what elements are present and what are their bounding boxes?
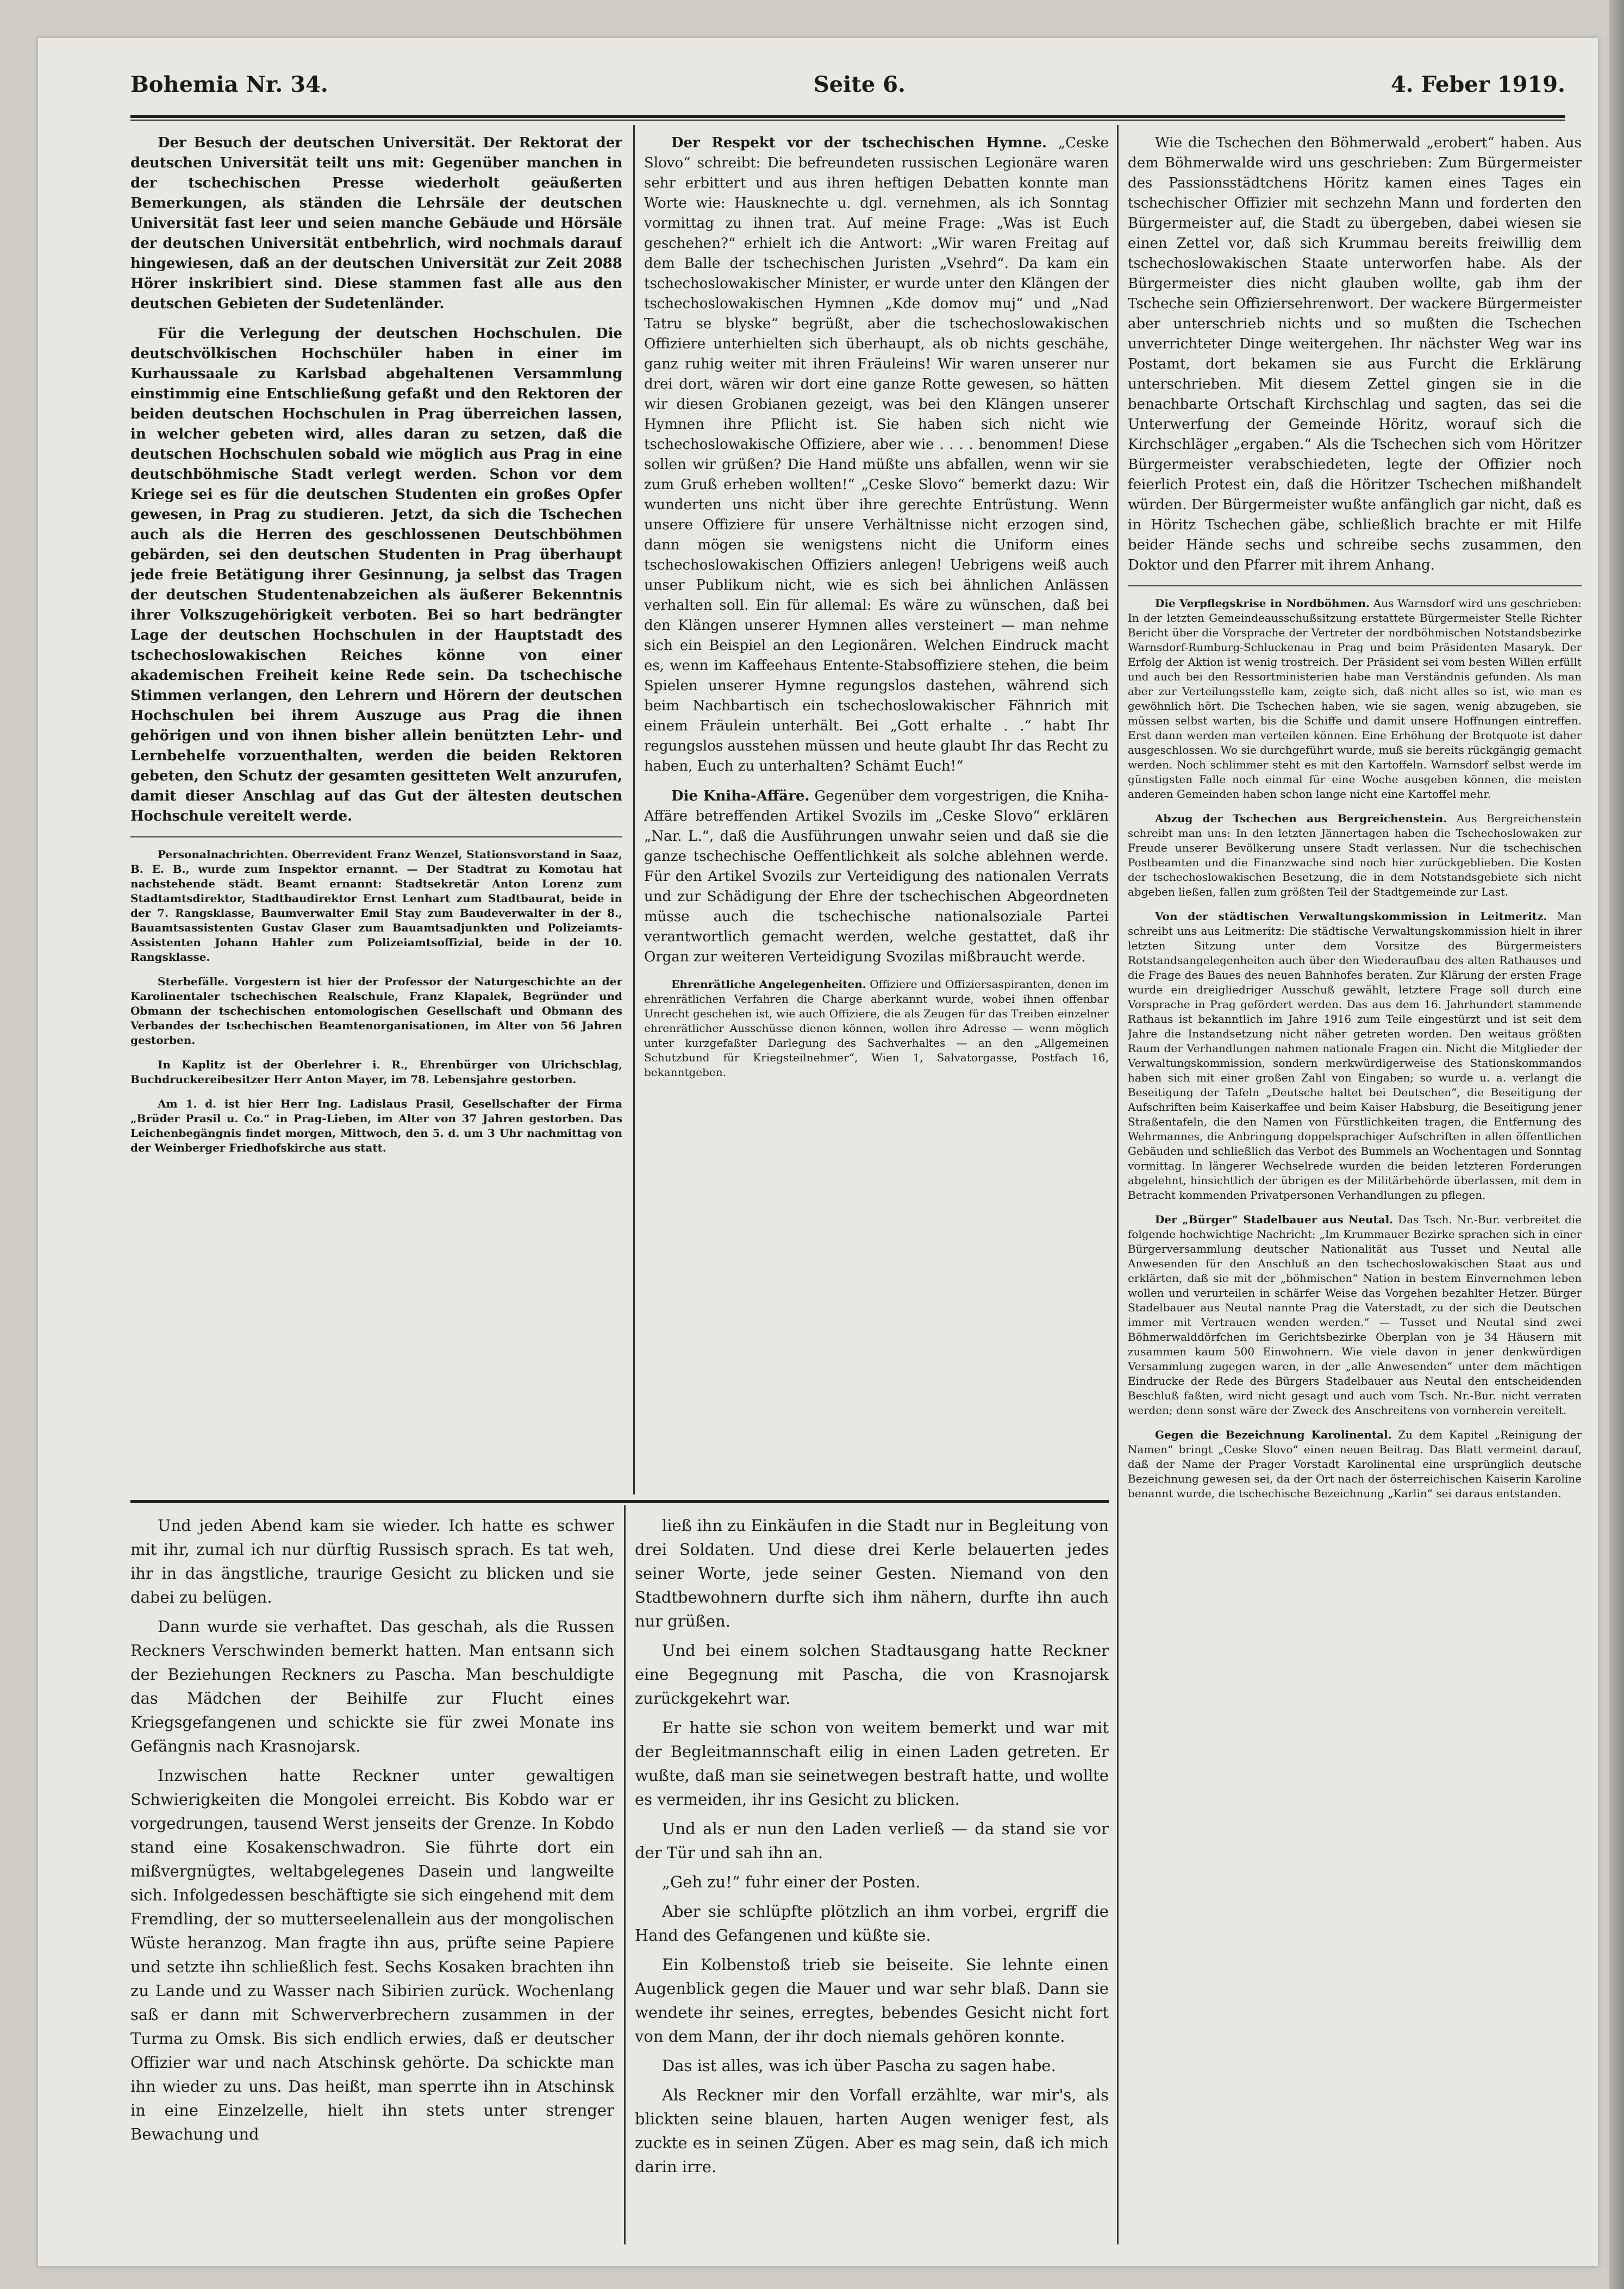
news-column-3: [1128, 133, 1582, 2247]
story-paragraph: Ein Kolbenstoß trieb sie beiseite. Sie lehnte einen Augenblick gegen die Mauer und war sehr blaß. Dann sie wendete ihr seines, erregtes, bebendes Gesicht nicht fort von dem Mann, der ihr doch niemals gehören konnte.: [635, 1955, 1109, 2046]
newspaper-page: [38, 38, 1598, 2266]
article-headline: Der Besuch der deutschen Universität.: [158, 135, 476, 151]
notice-text: Oberrevident Franz Wenzel, Stationsvorstand in Saaz, B. E. B., wurde zum Inspektor ernannt. — Der Stadtrat zu Komotau hat nachstehende städt. Beamt ernannt: Stadtsekretär Anton Lorenz zum Stadtamtsdirektor, Stadtbaudirektor Ernst Lenhart zum Stadtbaurat, beide in der 7. Rangsklasse, Baumverwalter Emil Stay zum Baudeverwalter in der 8., Bauamtsassistenten Gustav Glaser zum Bauamtsadjunkten und Polizeiamts-Assistenten Johann Hahler zum Polizeiamtsoffizial, beide in der 10. Rangsklasse.: [130, 848, 622, 964]
article-headline: Der „Bürger“ Stadelbauer aus Neutal.: [1155, 1213, 1394, 1226]
article: [644, 786, 1109, 967]
article: [130, 324, 622, 827]
news-column-2: [644, 133, 1109, 1492]
article: [1128, 811, 1582, 899]
story-paragraph: Das ist alles, was ich über Pascha zu sagen habe.: [662, 2056, 1056, 2075]
divider: [130, 836, 622, 837]
column-rule: [1117, 125, 1119, 2244]
story-paragraph: Er hatte sie schon von weitem bemerkt und war mit der Begleitmannschaft eilig in einen Laden getreten. Er wußte, daß man sie seinetwegen bestraft hatte, und wollte es vermeiden, ihr ins Gesicht zu blicken.: [635, 1718, 1109, 1809]
issue-date: 4. Feber 1919.: [1390, 71, 1565, 97]
story-paragraph: Dann wurde sie verhaftet. Das geschah, als die Russen Reckners Verschwinden bemerkt hatten. Man entsann sich der Beziehungen Reckners zu Pascha. Man beschuldigte das Mädchen der Beihilfe zur Flucht eines Kriegsgefangenen und schickte sie für zwei Monate ins Gefängnis nach Krasnojarsk.: [130, 1617, 614, 1755]
column-rule: [633, 125, 635, 1494]
section-rule: [130, 1500, 1109, 1503]
article: [1128, 1428, 1582, 1501]
story-paragraph: Und jeden Abend kam sie wieder. Ich hatte es schwer mit ihr, zumal ich nur dürftig Russisch sprach. Es tat weh, ihr in das ängstliche, traurige Gesicht zu blicken und sie dabei zu belügen.: [130, 1516, 614, 1606]
article-text: Das Tsch. Nr.-Bur. verbreitet die folgende hochwichtige Nachricht: „Im Krummauer Bezirke sprachen sich in einer Bürgerversammlung deutscher Nationalität aus Tusset und Neutal alle Anwesenden für den Anschluß an den tschechoslowakischen Staat aus und erklärten, daß sie mit der „böhmischen“ Nation in bestem Einvernehmen leben wollen und verurteilen in schärfer Weise das Vorgehen bezahlter Hetzer. Bürger Stadelbauer aus Neutal nannte Prag die Vaterstadt, zu der sich die Deutschen immer mit Vertrauen wenden werden.“ — Tusset und Neutal sind zwei Böhmerwalddörfchen im Gerichtsbezirke Oberplan von je 34 Häusern mit zusammen kaum 500 Einwohnern. Wie viele davon in jener denkwürdigen Versammlung zugegen waren, in der „alle Anwesenden“ unter dem mächtigen Eindrucke der Rede des Bürgers Stadelbauer aus Neutal den entscheidenden Beschluß faßten, wird nicht gesagt und auch vom Tsch. Nr.-Bur. nicht verraten werden; denn sonst wäre der Zweck des Anschreitens von vornherein vereitelt.: [1128, 1213, 1582, 1417]
masthead: Bohemia Nr. 34.: [130, 71, 328, 97]
notice-headline: Sterbefälle.: [158, 975, 229, 988]
notice-headline: Ehrenrätliche Angelegenheiten.: [671, 978, 866, 991]
article-text: Aus Bergreichenstein schreibt man uns: In den letzten Jännertagen haben die Tschechoslowaken zur Freude unserer Bevölkerung unsere Stadt verlassen. Nur die tschechischen Postbeamten und die Finanzwache sind noch hier zurückgeblieben. Die Kosten der tschechoslowakischen Besetzung, die in dem Notstandsgebiete sich nicht abgeben ließen, fallen zum größten Teil der Stadtgemeinde zur Last.: [1128, 812, 1582, 898]
notice: [130, 847, 622, 965]
feuilleton-column-2: [635, 1514, 1109, 2247]
article: [130, 133, 622, 314]
article: Wie die Tschechen den Böhmerwald „erobert“ haben. Aus dem Böhmerwalde wird uns geschrieben: Zum Bürgermeister des Passionsstädtchens Höritz kamen eines Tages ein tschechischer Offizier mit sechzehn Mann und forderten den Bürgermeister auf, die Stadt zu übergeben, dabei wiesen sie einen Zettel vor, daß sich Krummau bereits freiwillig dem tschechoslowakischen Staate unterworfen habe. Als der Bürgermeister dies nicht glauben wollte, gab ihm der Tscheche sein Offiziersehrenwort. Der wackere Bürgermeister aber unterschrieb nichts und so mußten die Tschechen unverrichteter Dinge weitergehen. Ihr nächster Weg war ins Postamt, dort bekamen sie aus Furcht die Erklärung unterschrieben. Mit diesem Zettel gingen sie in die benachbarte Ortschaft Kirchschlag und sagten, das sei die Unterwerfung der Gemeinde Höritz, worauf sich die Kirchschläger „ergaben.“ Als die Tschechen sich vom Höritzer Bürgermeister verabschiedeten, legte der Offizier noch feierlich Protest ein, daß die Höritzer Tschechen mißhandelt würden. Der Bürgermeister wußte anfänglich gar nicht, daß es in Höritz Tschechen gäbe, schließlich brachte er mit Hilfe beider Hände sechs und schreibe sechs zusammen, den Doktor und den Pfarrer mit ihrem Anhang.: [1128, 135, 1582, 573]
story-paragraph: Aber sie schlüpfte plötzlich an ihm vorbei, ergriff die Hand des Gefangenen und küßte sie.: [635, 1902, 1109, 1944]
article-headline: Gegen die Bezeichnung Karolinental.: [1155, 1428, 1392, 1441]
column-rule: [624, 1505, 626, 2244]
article: [1128, 596, 1582, 802]
page-header: [130, 60, 1565, 109]
news-column-1: [130, 133, 622, 1492]
scan-edge: [1609, 0, 1624, 2289]
article-text: Der Rektorat der deutschen Universität teilt uns mit: Gegenüber manchen in der tschechischen Presse wiederholt geäußerten Bemerkungen, als ständen die Lehrsäle der deutschen Universität fast leer und seien manche Gebäude und Hörsäle der deutschen Universität entbehrlich, wird nochmals darauf hingewiesen, daß an der deutschen Universität zur Zeit 2088 Hörer inskribiert sind. Diese stammen fast alle aus den deutschen Gebieten der Sudetenländer.: [130, 135, 622, 312]
notice: In Kaplitz ist der Oberlehrer i. R., Ehrenbürger von Ulrichschlag, Buchdruckereibesitzer Herr Anton Mayer, im 78. Lebensjahre gestorben.: [130, 1058, 622, 1086]
notice-text: Offiziere und Offiziersaspiranten, denen im ehrenrätlichen Verfahren die Charge aberkannt wurde, wobei ihnen offenbar Unrecht geschehen ist, wie auch Offiziere, die als Zeugen für das Treiben einzelner ehrenrätlicher Ausschüsse dienen können, wollen ihre Adresse — wenn möglich unter kurzgefaßter Darlegung des Sachverhaltes — an den „Allgemeinen Schutzbund für Kriegsteilnehmer“, Wien 1, Salvatorgasse, Postfach 16, bekanntgeben.: [644, 978, 1109, 1079]
story-paragraph: ließ ihn zu Einkäufen in die Stadt nur in Begleitung von drei Soldaten. Und diese drei Kerle belauerten jedes seiner Worte, jede seiner Gesten. Niemand von den Stadtbewohnern durfte sich ihm nähern, durfte ihn auch nur grüßen.: [635, 1516, 1109, 1630]
notice-text: Vorgestern ist hier der Professor der Naturgeschichte an der Karolinentaler tschechischen Realschule, Franz Klapalek, Begründer und Obmann der tschechischen entomologischen Gesellschaft und Obmann des Verbandes der tschechischen Beamtenorganisationen, im Alter von 56 Jahren gestorben.: [130, 975, 622, 1047]
article-text: „Ceske Slovo“ schreibt: Die befreundeten russischen Legionäre waren sehr erbittert und aus ihren heftigen Debatten konnte man Worte wie: Hausknechte u. dgl. vernehmen, als ich Sonntag vormittag zu ihnen trat. Auf meine Frage: „Was ist Euch geschehen?“ erhielt ich die Antwort: „Wir waren Freitag auf dem Balle der tschechischen Juristen „Vsehrd“. Da kam ein tschechoslowakischer Minister, er wurde unter den Klängen der tschechoslowakischen Hymnen „Kde domov muj“ und „Nad Tatru se blyske“ begrüßt, aber die tschechoslowakischen Offiziere unterhielten sich überhaupt, als ob nichts geschähe, ganz ruhig weiter mit ihren Fräuleins! Wir waren unserer nur drei dort, wären wir dort eine ganze Rotte gewesen, so hätten wir diesen Grobianen gezeigt, was bei den Klängen unserer Hymnen ihre Pflicht ist. Sie haben sich nicht wie tschechoslowakische Offiziere, aber wie . . . . benommen! Diese sollen wir grüßen? Die Hand müßte uns abfallen, wenn wir sie zum Gruß erheben wollten!“ „Ceske Slovo“ bemerkt dazu: Wir wunderten uns nicht über ihre gerechte Entrüstung. Wenn unsere Offiziere für unsere Verhältnisse nicht erzogen sind, dann mögen sie wenigstens nicht die Uniform eines tschechoslowakischen Offiziers anlegen! Uebrigens weiß auch unser Publikum nicht, wie es sich bei ähnlichen Anlässen verhalten soll. Ein für allemal: Es wäre zu wünschen, daß bei den Klängen unserer Hymnen alles versteinert — man nehme sich ein Beispiel an den Legionären. Welchen Eindruck macht es, wenn im Kaffeehaus Entente-Stabsoffiziere stehen, die beim Spielen unserer Hymne regungslos dastehen, während sich beim Nachbartisch ein tschechoslowakischer Fähnrich mit einem Fräulein unterhält. Bei „Gott erhalte . .“ habt Ihr regungslos ausstehen müssen und heute glaubt Ihr das Recht zu haben, Euch zu unterhalten? Schämt Euch!“: [644, 135, 1109, 774]
article-headline: Für die Verlegung der deutschen Hochschulen.: [158, 326, 582, 342]
notice-headline: Personalnachrichten.: [158, 848, 288, 861]
notice: [130, 974, 622, 1048]
article-headline: Von der städtischen Verwaltungskommission in Leitmeritz.: [1155, 910, 1547, 923]
article-text: Man schreibt uns aus Leitmeritz: Die städtische Verwaltungskommission hielt in ihrer letzten Sitzung unter dem Vorsitze des Bürgermeisters Rotstandsangelegenheiten auch über den Wiederaufbau des alten Rathauses und die Frage des Baues des neuen Bahnhofes beraten. Zur Klärung der ersten Frage wurde ein dreigliedriger Ausschuß gewählt, letztere Frage soll durch eine Vorsprache in Prag gefördert werden. Das aus dem 16. Jahrhundert stammende Rathaus ist bekanntlich im Jahre 1916 zum Teile eingestürzt und ist seit dem Jahre die Instandsetzung nicht näher getreten worden. Den weitaus größten Raum der Verhandlungen nahmen nationale Fragen ein. Nicht die Mitglieder der Verwaltungskommission, sondern merkwürdigerweise des Stationskommandos haben sich mit einer großen Zahl von Eingaben; so wurde u. a. verlangt die Beseitigung der Tafeln „Deutsche haltet bei Deutschen“, die Beseitigung der Aufschriften beim Kaiserkaffee und beim Kaiser Habsburg, die Beseitigung jener Straßentafeln, die den Namen von Fürstlichkeiten tragen, die Entfernung des Wehrmannes, die Anbringung doppelsprachiger Aufschriften in allen öffentlichen Gebäuden und schließlich das Verbot des Bummels an Wochentagen und Sonntag vormittag. In längerer Wechselrede wurden die beiden letzteren Forderungen abgelehnt, hinsichtlich der übrigen es der Militärbehörde überlassen, mit dem in Betracht kommenden Privatpersonen Verhandlungen zu pflegen.: [1128, 910, 1582, 1202]
story-paragraph: „Geh zu!“ fuhr einer der Posten.: [662, 1873, 921, 1891]
story-paragraph: Und als er nun den Laden verließ — da stand sie vor der Tür und sah ihn an.: [635, 1819, 1109, 1862]
article: [1128, 1212, 1582, 1418]
notice: Am 1. d. ist hier Herr Ing. Ladislaus Prasil, Gesellschafter der Firma „Brüder Prasil u. Co.“ in Prag-Lieben, im Alter von 37 Jahren gestorben. Das Leichenbegängnis findet morgen, Mittwoch, den 5. d. um 3 Uhr nachmittag von der Weinberger Friedhofskirche aus statt.: [130, 1097, 622, 1154]
story-paragraph: Und bei einem solchen Stadtausgang hatte Reckner eine Begegnung mit Pascha, die von Krasnojarsk zurückgekehrt war.: [635, 1641, 1109, 1708]
article-headline: Die Verpflegskrise in Nordböhmen.: [1155, 597, 1370, 610]
page-number: Seite 6.: [813, 71, 905, 97]
article-text: Zu dem Kapitel „Reinigung der Namen“ bringt „Ceske Slovo“ einen neuen Beitrag. Das Blatt vermeint darauf, daß der Name der Prager Vorstadt Karolinental eine ursprünglich deutsche Bezeichnung gewesen sei, da der Ort nach der österreichischen Kaiserin Karoline benannt wurde, die tschechische Bezeichnung „Karlin“ sei daraus entstanden.: [1128, 1428, 1582, 1500]
story-paragraph: Inzwischen hatte Reckner unter gewaltigen Schwierigkeiten die Mongolei erreicht. Bis Kobdo war er vorgedrungen, tausend Werst jenseits der Grenze. In Kobdo stand eine Kosakenschwadron. Sie führte dort ein mißvergnügtes, weltabgelegenes Dasein und langweilte sich. Infolgedessen beschäftigte sie sich eingehend mit dem Fremdling, der so mutterseelenallein aus der mongolischen Wüste heranzog. Man fragte ihn aus, prüfte seine Papiere und setzte ihn schließlich fest. Sechs Kosaken brachten ihn zu Lande und zu Wasser nach Sibirien zurück. Wochenlang saß er dann mit Schwerverbrechern zusammen in der Turma zu Omsk. Bis sich endlich erwies, daß er deutscher Offizier war und nach Atschinsk gehörte. Da schickte man ihn wieder zu uns. Das heißt, man sperrte ihn in Atschinsk in eine Einzelzelle, hielt ihn stets unter strenger Bewachung und: [130, 1766, 614, 2143]
article: [1128, 909, 1582, 1203]
header-rule: [130, 115, 1565, 121]
article-text: Die deutschvölkischen Hochschüler haben in einer im Kurhaussaale zu Karlsbad abgehaltenen Versammlung einstimmig eine Entschließung gefaßt und den Rektoren der beiden deutschen Hochschulen in Prag überreichen lassen, in welcher gebeten wird, alles daran zu setzen, daß die deutschen Hochschulen sobald wie möglich aus Prag in eine deutschböhmische Stadt verlegt werden. Schon vor dem Kriege sei es für die deutschen Studenten ein großes Opfer gewesen, in Prag zu studieren. Jetzt, da sich die Tschechen auch als die Herren des geschlossenen Deutschböhmen gebärden, sei den deutschen Studenten in Prag überhaupt jede freie Betätigung ihrer Gesinnung, ja selbst das Tragen der deutschen Studentenabzeichen als äußerer Bekenntnis ihrer Volkszugehörigkeit verboten. Bei so hart bedrängter Lage der deutschen Hochschulen in der Hauptstadt des tschechoslowakischen Reiches könne von einer akademischen Freiheit keine Rede sein. Da tschechische Stimmen verlangen, den Lehrern und Hörern der deutschen Hochschulen bei ihrem Auszuge aus Prag die ihnen gehörigen und von ihnen bisher allein benützten Lehr- und Lernbehelfe vorzuenthalten, werden die beiden Rektoren gebeten, den Schutz der gesamten gesitteten Welt anzurufen, damit dieser Anschlag auf das Gut der ältesten deutschen Hochschule vereitelt werde.: [130, 326, 622, 824]
article-headline: Die Kniha-Affäre.: [671, 788, 810, 804]
article-headline: Der Respekt vor der tschechischen Hymne.: [671, 135, 1047, 151]
article: [644, 133, 1109, 777]
story-paragraph: Als Reckner mir den Vorfall erzählte, war mir's, als blickten seine blauen, harten Augen weniger fest, als zuckte es in seinen Zügen. Aber es mag sein, daß ich mich darin irre.: [635, 2086, 1109, 2176]
notice: [644, 977, 1109, 1080]
feuilleton-column-1: [130, 1514, 614, 2247]
article-text: Aus Warnsdorf wird uns geschrieben: In der letzten Gemeindeausschußsitzung erstattete Bürgermeister Stelle Richter Bericht über die Vorsprache der Vertreter der nordböhmischen Notstandsbezirke Warnsdorf-Rumburg-Schluckenau in Prag und beim Präsidenten Masaryk. Der Erfolg der Aktion ist wenig trostreich. Der Präsident sei vom besten Willen erfüllt und auch bei den Ressortministerien habe man Verständnis gefunden. Als man aber zur Verteilungsstelle kam, zeigte sich, daß nicht alles so ist, wie man es gewöhnlich hört. Die Tschechen haben, wie sie sagen, wenig abzugeben, sie müssen selbst warten, bis die Schiffe und damit unsere Hoffnungen eintreffen. Erst dann werden man verteilen können. Eine Erhöhung der Brotquote ist daher ausgeschlossen. Wo sie durchgeführt wurde, muß sie bereits rückgängig gemacht werden. Noch schlimmer steht es mit den Kartoffeln. Warnsdorf selbst werde im günstigsten Falle noch einmal für eine Woche ausgeben können, die meisten anderen Gemeinden haben schon lange nicht eine Kartoffel mehr.: [1128, 597, 1582, 800]
article-headline: Abzug der Tschechen aus Bergreichenstein.: [1155, 812, 1447, 825]
article-text: Gegenüber dem vorgestrigen, die Kniha-Affäre betreffenden Artikel Svozils im „Ceske Slovo“ erklären „Nar. L.“, daß die Ausführungen unwahr seien und daß sie die ganze tschechische Oeffentlichkeit als solche ablehnen werde. Für den Artikel Svozils zur Verteidigung des nationalen Verrats und zur Schädigung der Ehre der tschechischen Abgeordneten müsse auch die tschechische nationalsoziale Partei verantwortlich gemacht werden, welche gestattet, daß ihr Organ zur weiteren Verteidigung Svozilas mißbraucht werde.: [644, 788, 1109, 965]
divider: [1128, 585, 1582, 586]
